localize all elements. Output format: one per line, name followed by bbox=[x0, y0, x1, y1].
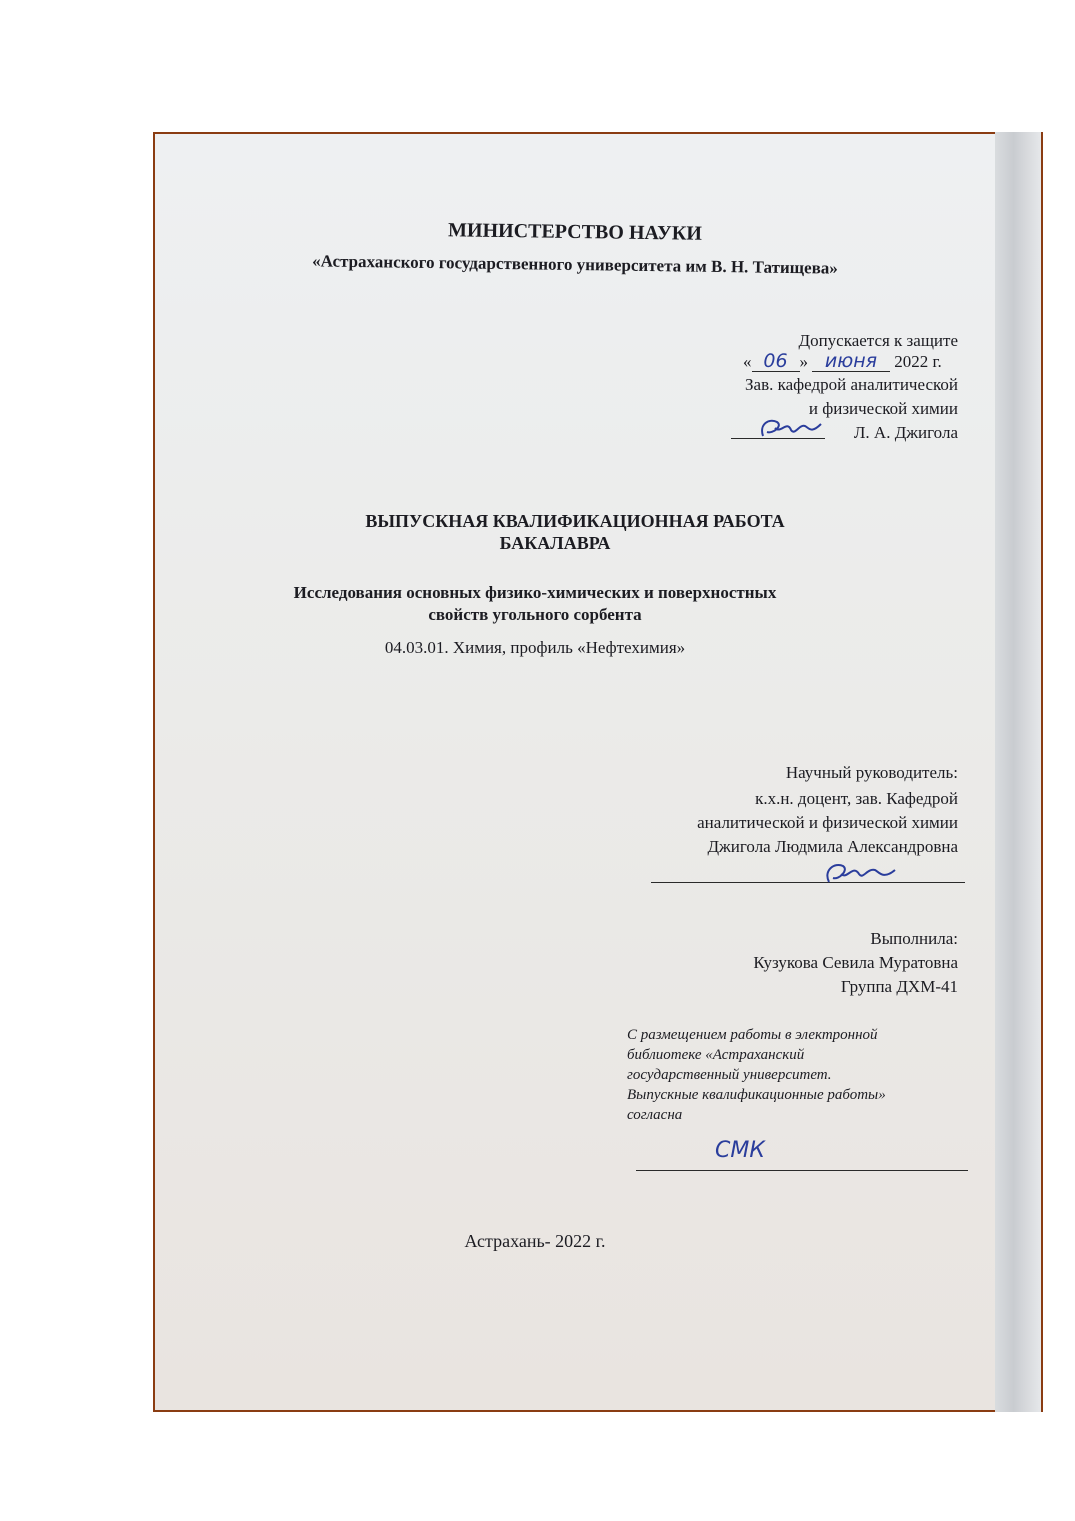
approval-line-3: Зав. кафедрой аналитической bbox=[745, 375, 958, 394]
consent-line-4: Выпускные квалификационные работы» bbox=[627, 1087, 886, 1103]
supervisor-line-2: аналитической и физической химии bbox=[697, 813, 958, 832]
approval-year: 2022 г. bbox=[894, 352, 942, 371]
work-type-line-2: БАКАЛАВРА bbox=[499, 533, 611, 553]
approval-signer-name: Л. А. Джигола bbox=[853, 423, 958, 442]
consent-signature-line bbox=[636, 1170, 968, 1171]
supervisor-signature-line bbox=[651, 882, 965, 883]
approval-date-line bbox=[743, 352, 942, 372]
title-page-sheet bbox=[155, 134, 995, 1410]
quote-open: « bbox=[743, 352, 752, 371]
author-group: Группа ДХМ-41 bbox=[840, 977, 958, 996]
author-name: Кузукова Севила Муратовна bbox=[753, 953, 958, 972]
approval-month: июня bbox=[812, 352, 890, 372]
university-name: «Астраханского государственного университета им В. Н. Татищева» bbox=[312, 251, 838, 278]
approval-day: 06 bbox=[752, 352, 800, 372]
topic-line-2: свойств угольного сорбента bbox=[428, 605, 642, 624]
supervisor-line-1: к.х.н. доцент, зав. Кафедрой bbox=[755, 789, 958, 808]
consent-line-2: библиотеке «Астраханский bbox=[627, 1047, 805, 1063]
place-and-year: Астрахань- 2022 г. bbox=[464, 1231, 606, 1251]
page-stack-edge bbox=[995, 132, 1041, 1412]
supervisor-name: Джигола Людмила Александровна bbox=[707, 837, 958, 856]
consent-line-5: согласна bbox=[627, 1107, 683, 1123]
supervisor-signature bbox=[819, 858, 899, 888]
approval-signature bbox=[755, 414, 825, 444]
ministry-heading: МИНИСТЕРСТВО НАУКИ bbox=[447, 219, 703, 245]
document-photo bbox=[153, 132, 1043, 1412]
approval-line-4: и физической химии bbox=[808, 399, 958, 418]
author-signature: СМК bbox=[715, 1138, 765, 1163]
quote-close: » bbox=[799, 352, 808, 371]
approval-line-1: Допускается к защите bbox=[798, 331, 958, 350]
topic-line-1: Исследования основных физико-химических и поверхностных bbox=[293, 583, 777, 602]
consent-line-1: С размещением работы в электронной bbox=[627, 1027, 878, 1043]
author-label: Выполнила: bbox=[870, 929, 958, 948]
work-type-line-1: ВЫПУСКНАЯ КВАЛИФИКАЦИОННАЯ РАБОТА bbox=[365, 511, 785, 531]
supervisor-label: Научный руководитель: bbox=[785, 763, 958, 782]
specialty-line: 04.03.01. Химия, профиль «Нефтехимия» bbox=[384, 638, 686, 657]
consent-line-3: государственный университет. bbox=[627, 1067, 832, 1083]
